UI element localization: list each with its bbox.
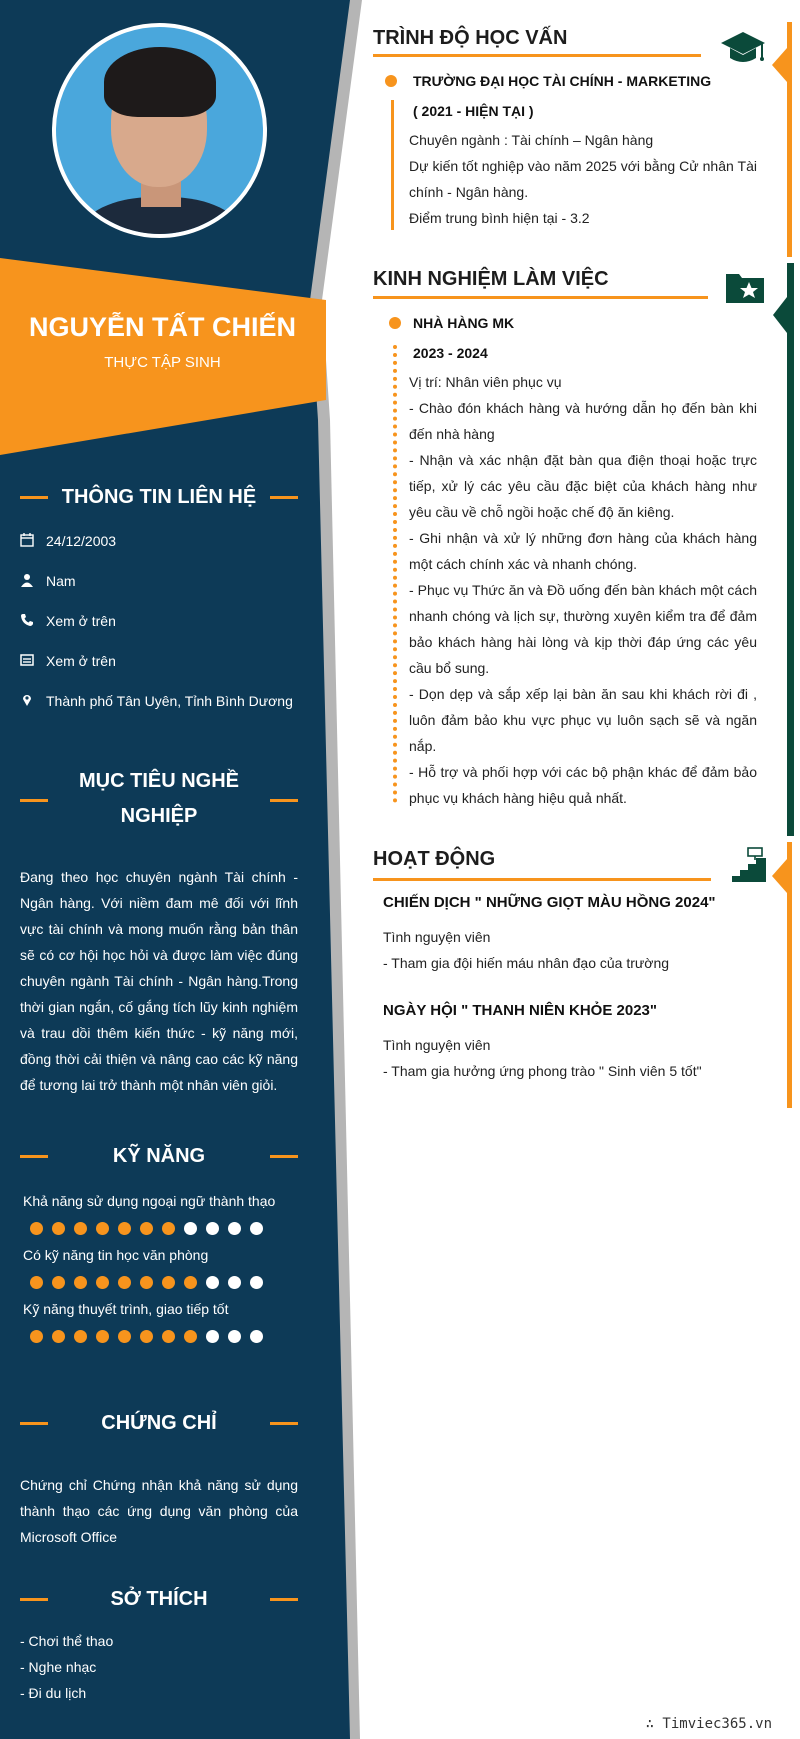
contact-email (20, 651, 116, 671)
skill-dot (162, 1222, 175, 1235)
skill-dot (118, 1222, 131, 1235)
skill-dot (74, 1330, 87, 1343)
email-icon (20, 653, 46, 670)
experience-period: 2023 - 2024 (413, 345, 488, 361)
activities-heading: HOẠT ĐỘNG (373, 848, 496, 870)
skill-dot (30, 1276, 43, 1289)
skill-dot (228, 1330, 241, 1343)
contact-value: Nam (46, 573, 76, 589)
skill-dot (206, 1222, 219, 1235)
skill-dot (74, 1222, 87, 1235)
skill-dot (52, 1330, 65, 1343)
avatar (52, 23, 267, 238)
contact-value: 24/12/2003 (46, 533, 117, 549)
folder-star-icon (725, 270, 765, 309)
activity-role: Tình nguyện viên (383, 929, 491, 945)
timeline-bullet (385, 75, 397, 87)
skill-dot (30, 1330, 43, 1343)
education-heading: TRÌNH ĐỘ HỌC VẤN (373, 27, 568, 49)
skill-dot (52, 1276, 65, 1289)
activity-detail: - Tham gia hưởng ứng phong trào " Sinh viên 5 tốt" (383, 1063, 702, 1079)
skill-label: Khả năng sử dụng ngoại ngữ thành thạo (23, 1193, 276, 1209)
divider (373, 54, 701, 57)
activity-title: CHIẾN DỊCH " NHỮNG GIỌT MÀU HỒNG 2024" (383, 894, 716, 911)
education-period: ( 2021 - HIỆN TẠI ) (413, 103, 534, 119)
hobby-item: - Đi du lịch (20, 1685, 87, 1701)
skill-rating (30, 1222, 263, 1235)
location-icon (20, 693, 46, 710)
skill-label: Kỹ năng thuyết trình, giao tiếp tốt (23, 1301, 229, 1317)
divider (373, 296, 708, 299)
skill-dot (52, 1222, 65, 1235)
skill-dot (162, 1330, 175, 1343)
skill-dot (184, 1222, 197, 1235)
skills-heading: KỸ NĂNG (112, 1145, 206, 1167)
skill-dot (162, 1276, 175, 1289)
contact-gender (20, 571, 76, 591)
graduation-cap-icon (720, 30, 766, 71)
contact-value: Xem ở trên (46, 653, 116, 669)
skill-dot (250, 1276, 263, 1289)
skill-dot (118, 1276, 131, 1289)
hobbies-heading: SỞ THÍCH (110, 1588, 208, 1610)
candidate-name: NGUYỄN TẤT CHIẾN (28, 312, 296, 342)
skill-dot (228, 1276, 241, 1289)
skill-dot (96, 1222, 109, 1235)
certificates-heading: CHỨNG CHỈ (101, 1412, 217, 1434)
skill-dot (96, 1276, 109, 1289)
phone-icon (20, 613, 46, 630)
skill-label: Có kỹ năng tin học văn phòng (23, 1247, 209, 1263)
school-name: TRƯỜNG ĐẠI HỌC TÀI CHÍNH - MARKETING (413, 73, 712, 89)
skill-dot (140, 1330, 153, 1343)
activity-title: NGÀY HỘI " THANH NIÊN KHỎE 2023" (383, 1002, 657, 1019)
contact-value: Xem ở trên (46, 613, 116, 629)
skill-rating (30, 1330, 263, 1343)
timeline-line (393, 345, 401, 803)
contact-phone (20, 611, 116, 631)
contact-dob (20, 531, 116, 551)
skill-rating (30, 1276, 263, 1289)
skill-dot (74, 1276, 87, 1289)
experience-detail: Vị trí: Nhân viên phục vụ - Chào đón khách hàng và hướng dẫn họ đến bàn khi đến nhà hàng - Nhận và xác nhận đặt bàn qua điện thoại hoặc trực tiếp, xử lý các yêu cầu đặc biệt của khách hàng như yêu cầu về chỗ ngồi hoặc chế độ ăn kiêng. - Ghi nhận và xử lý những đơn hàng của khách hàng một cách chính xác và nhanh chóng. - Phục vụ Thức ăn và Đồ uống đến bàn khách một cách nhanh chóng và lịch sự, thường xuyên kiểm tra để đảm bảo khách hàng hài lòng và kịp thời đáp ứng các yêu cầu bổ sung. - Dọn dẹp và sắp xếp lại bàn ăn sau khi khách rời đi , luôn đảm bảo khu vực phục vụ luôn sạch sẽ và ngăn nắp. - Hỗ trợ và phối hợp với các bộ phận khác để đảm bảo phục vụ khách hàng hiệu quả nhất. (409, 374, 757, 806)
divider (373, 878, 711, 881)
objective-heading: MỤC TIÊU NGHỀ NGHIỆP (79, 770, 239, 827)
timeline-line (391, 100, 394, 230)
skill-dot (206, 1276, 219, 1289)
calendar-icon (20, 533, 46, 550)
skill-dot (184, 1276, 197, 1289)
candidate-role: THỰC TẬP SINH (104, 354, 221, 371)
hobby-item: - Chơi thể thao (20, 1633, 114, 1649)
experience-heading: KINH NGHIỆM LÀM VIỆC (373, 268, 609, 290)
contact-address (20, 691, 293, 711)
skill-dot (184, 1330, 197, 1343)
skill-dot (228, 1222, 241, 1235)
contact-heading: THÔNG TIN LIÊN HỆ (61, 486, 257, 508)
skill-dot (96, 1330, 109, 1343)
company-name: NHÀ HÀNG MK (413, 315, 515, 331)
activity-role: Tình nguyện viên (383, 1037, 491, 1053)
certificates-text: Chứng chỉ Chứng nhận khả năng sử dụng thành thạo các ứng dụng văn phòng của Microsoft Office (20, 1477, 298, 1545)
skill-dot (118, 1330, 131, 1343)
activity-detail: - Tham gia đội hiến máu nhân đạo của trường (383, 955, 670, 971)
stairs-icon (730, 846, 768, 889)
timeline-bullet (389, 317, 401, 329)
skill-dot (250, 1222, 263, 1235)
skill-dot (30, 1222, 43, 1235)
skill-dot (140, 1276, 153, 1289)
skill-dot (250, 1330, 263, 1343)
objective-text: Đang theo học chuyên ngành Tài chính - Ngân hàng. Với niềm đam mê đối với lĩnh vực tài chính và mong muốn rằng bản thân sẽ có cơ hội học hỏi và được làm việc đúng chuyên ngành Tài chính - Ngân hàng.Trong thời gian ngắn, cố gắng tích lũy kinh nghiệm và trau dồi thêm kiến thức - kỹ năng mới, đồng thời cải thiện và nâng cao các kỹ năng để tương lai trở thành một nhân viên giỏi. (20, 869, 298, 1093)
skill-dot (140, 1222, 153, 1235)
contact-value: Thành phố Tân Uyên, Tỉnh Bình Dương (46, 693, 293, 709)
skill-dot (206, 1330, 219, 1343)
education-detail: Chuyên ngành : Tài chính – Ngân hàng Dự kiến tốt nghiệp vào năm 2025 với bằng Cử nhân Tài chính - Ngân hàng. Điểm trung bình hiện tại - 3.2 (409, 132, 757, 226)
hobby-item: - Nghe nhạc (20, 1659, 97, 1675)
person-icon (20, 573, 46, 590)
watermark: ∴ Timviec365.vn (645, 1716, 772, 1732)
